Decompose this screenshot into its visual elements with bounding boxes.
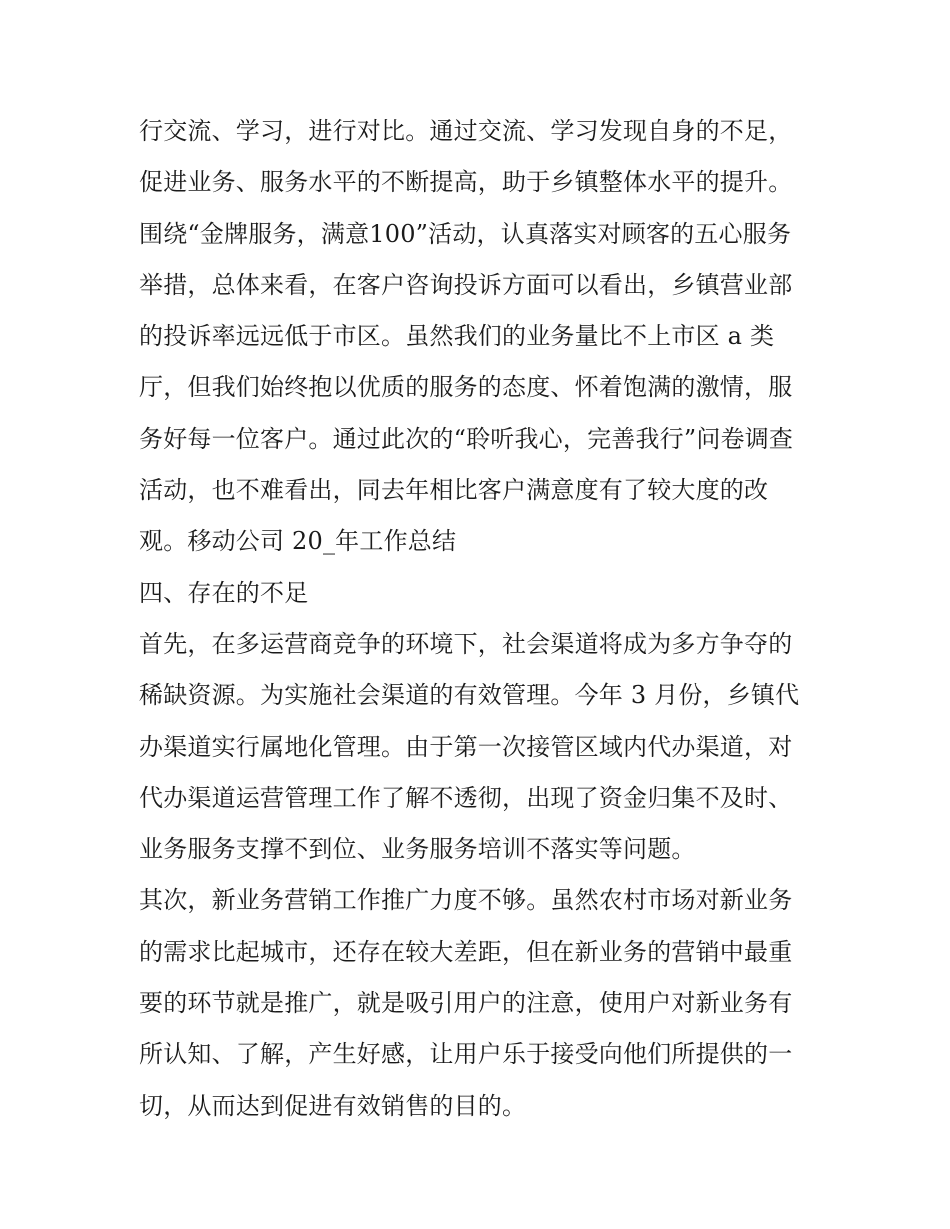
section-heading: 四、存在的不足 xyxy=(139,578,309,607)
text-line: 稀缺资源。为实施社会渠道的有效管理。今年 3 月份，乡镇代 xyxy=(139,681,800,710)
text-line: 首先，在多运营商竞争的环境下，社会渠道将成为多方争夺的 xyxy=(139,629,793,658)
text-line: 活动，也不难看出，同去年相比客户满意度有了较大度的改 xyxy=(139,476,769,505)
text-line: 代办渠道运营管理工作了解不透彻，出现了资金归集不及时、 xyxy=(139,783,793,812)
text-line: 办渠道实行属地化管理。由于第一次接管区域内代办渠道，对 xyxy=(139,732,793,761)
text-line: 务好每一位客户。通过此次的“聆听我心，完善我行”问卷调查 xyxy=(139,424,794,453)
text-line: 行交流、学习，进行对比。通过交流、学习发现自身的不足， xyxy=(139,117,793,145)
text-line: 其次，新业务营销工作推广力度不够。虽然农村市场对新业务 xyxy=(139,886,793,915)
text-line: 业务服务支撑不到位、业务服务培训不落实等问题。 xyxy=(139,835,696,864)
text-line: 的需求比起城市，还存在较大差距，但在新业务的营销中最重 xyxy=(139,937,793,966)
text-line: 促进业务、服务水平的不断提高，助于乡镇整体水平的提升。 xyxy=(139,168,793,197)
document-body xyxy=(139,106,819,1132)
text-line: 观。移动公司 20_年工作总结 xyxy=(139,527,457,556)
text-line: 厅，但我们始终抱以优质的服务的态度、怀着饱满的激情，服 xyxy=(139,373,793,402)
text-line: 的投诉率远远低于市区。虽然我们的业务量比不上市区 a 类 xyxy=(139,322,775,351)
text-line: 举措，总体来看，在客户咨询投诉方面可以看出，乡镇营业部 xyxy=(139,270,793,299)
text-line: 切，从而达到促进有效销售的目的。 xyxy=(139,1091,527,1120)
text-line: 围绕“金牌服务，满意100”活动，认真落实对顾客的五心服务 xyxy=(139,219,792,248)
text-line: 所认知、了解，产生好感，让用户乐于接受向他们所提供的一 xyxy=(139,1040,793,1069)
text-line: 要的环节就是推广，就是吸引用户的注意，使用户对新业务有 xyxy=(139,989,793,1018)
